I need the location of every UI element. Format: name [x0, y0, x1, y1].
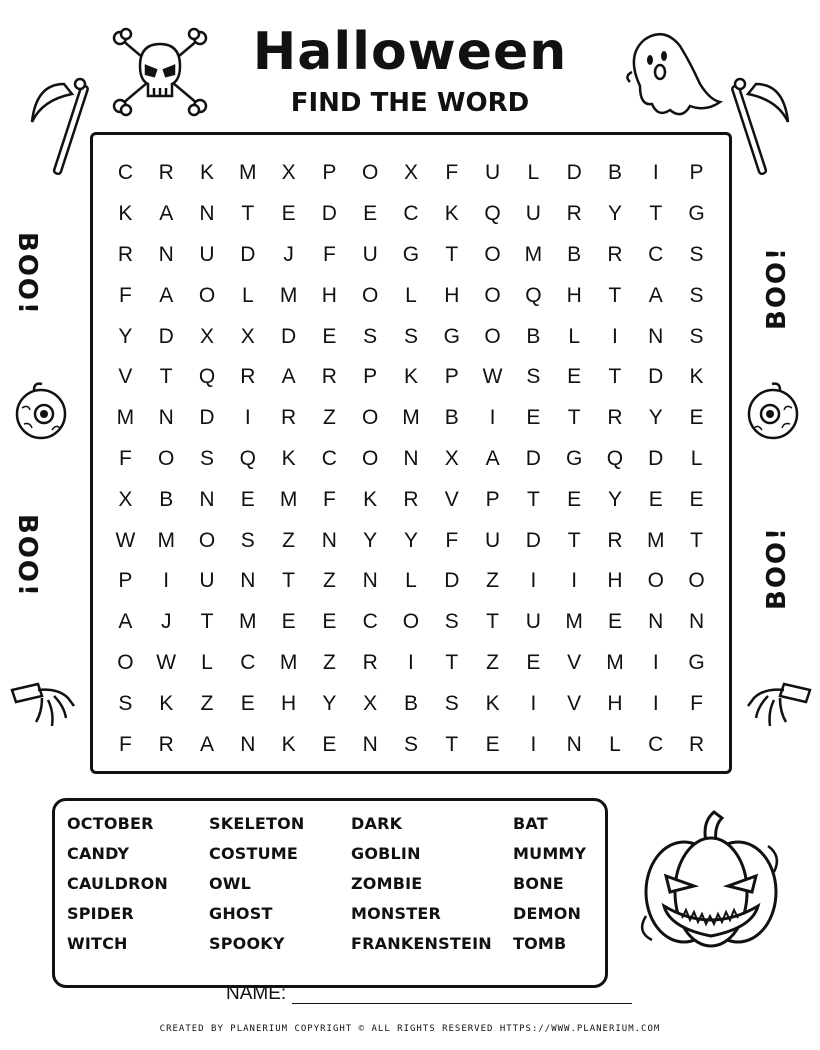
grid-letter: S: [689, 324, 704, 348]
grid-letter: K: [363, 487, 378, 511]
grid-letter: F: [445, 161, 459, 185]
grid-letter: U: [525, 610, 541, 634]
word-list-item: BAT: [513, 814, 548, 833]
word-search-grid: [105, 153, 717, 765]
jack-o-lantern-icon: [636, 806, 786, 960]
grid-letter: M: [279, 487, 298, 511]
grid-letter: R: [158, 732, 174, 756]
grid-letter: F: [690, 691, 703, 715]
grid-letter: A: [118, 610, 133, 634]
grid-letter: R: [566, 202, 582, 226]
grid-letter: T: [159, 365, 173, 389]
grid-letter: N: [158, 242, 174, 266]
grid-letter: U: [484, 528, 501, 552]
grid-letter: L: [405, 283, 417, 307]
grid-letter: T: [690, 528, 703, 552]
grid-letter: X: [240, 324, 255, 348]
word-list-item: GHOST: [209, 904, 273, 923]
grid-letter: M: [524, 242, 543, 266]
grid-letter: A: [159, 283, 174, 307]
grid-letter: X: [118, 487, 133, 511]
grid-letter: X: [444, 446, 459, 470]
grid-letter: B: [444, 406, 459, 430]
grid-letter: A: [281, 365, 296, 389]
grid-letter: O: [688, 569, 705, 593]
grid-letter: O: [362, 446, 379, 470]
grid-letter: K: [444, 202, 459, 226]
grid-letter: T: [241, 202, 255, 226]
grid-letter: A: [199, 732, 214, 756]
scythe-icon-right: [730, 78, 792, 182]
grid-letter: N: [199, 487, 215, 511]
grid-letter: B: [607, 161, 622, 185]
grid-letter: E: [322, 324, 337, 348]
grid-letter: I: [244, 406, 251, 430]
grid-letter: P: [363, 365, 378, 389]
grid-letter: S: [403, 732, 418, 756]
grid-letter: D: [525, 528, 541, 552]
grid-letter: R: [321, 365, 337, 389]
grid-letter: V: [567, 691, 582, 715]
grid-letter: A: [159, 202, 174, 226]
grid-letter: K: [485, 691, 500, 715]
word-list-item: GOBLIN: [351, 844, 421, 863]
grid-letter: S: [689, 283, 704, 307]
grid-letter: I: [652, 650, 659, 674]
grid-letter: A: [485, 446, 500, 470]
grid-letter: C: [648, 732, 664, 756]
grid-letter: S: [199, 446, 214, 470]
grid-letter: N: [158, 406, 174, 430]
grid-letter: I: [612, 324, 618, 348]
page-title: Halloween: [252, 22, 568, 82]
grid-letter: E: [567, 487, 582, 511]
grid-letter: P: [444, 365, 459, 389]
grid-letter: C: [362, 610, 378, 634]
word-list-item: SKELETON: [209, 814, 305, 833]
grid-letter: K: [159, 691, 174, 715]
boo-text-right-top: BOO!: [762, 246, 792, 330]
word-list-item: CAULDRON: [67, 874, 169, 893]
grid-letter: N: [362, 732, 378, 756]
grid-letter: O: [402, 610, 420, 634]
word-list-item: COSTUME: [209, 844, 299, 863]
grid-letter: G: [565, 446, 583, 470]
zombie-hand-icon-right: [744, 676, 814, 736]
grid-letter: S: [444, 610, 459, 634]
grid-letter: R: [688, 732, 705, 756]
grid-letter: M: [279, 283, 298, 307]
grid-letter: E: [281, 202, 296, 226]
grid-letter: Y: [648, 406, 663, 430]
grid-letter: M: [565, 610, 583, 634]
grid-letter: N: [403, 446, 419, 470]
grid-letter: I: [530, 569, 537, 593]
grid-letter: I: [163, 569, 170, 593]
grid-letter: E: [363, 202, 378, 226]
grid-letter: B: [526, 324, 541, 348]
grid-letter: T: [608, 365, 622, 389]
grid-letter: R: [607, 406, 623, 430]
grid-letter: Z: [200, 691, 214, 715]
grid-letter: Q: [606, 446, 624, 470]
word-list: [67, 809, 597, 959]
grid-letter: Z: [486, 650, 499, 674]
word-list-item: FRANKENSTEIN: [351, 934, 492, 953]
page-subtitle: FIND THE WORD: [290, 88, 530, 118]
grid-letter: S: [689, 242, 704, 266]
grid-letter: S: [526, 365, 541, 389]
grid-letter: S: [444, 691, 459, 715]
grid-letter: N: [566, 732, 582, 756]
name-label: NAME:: [226, 983, 287, 1004]
word-list-item: CANDY: [67, 844, 130, 863]
grid-letter: B: [403, 691, 418, 715]
grid-letter: E: [607, 610, 622, 634]
grid-letter: M: [239, 610, 257, 634]
grid-letter: K: [403, 365, 418, 389]
grid-letter: E: [526, 650, 541, 674]
grid-letter: E: [526, 406, 541, 430]
grid-letter: C: [321, 446, 337, 470]
grid-letter: R: [117, 242, 133, 266]
grid-letter: H: [566, 283, 582, 307]
grid-letter: R: [607, 528, 623, 552]
grid-letter: M: [606, 650, 624, 674]
word-list-item: BONE: [513, 874, 564, 893]
grid-letter: Z: [486, 569, 499, 593]
grid-letter: L: [405, 569, 417, 593]
grid-letter: E: [240, 691, 255, 715]
grid-letter: F: [445, 528, 459, 552]
grid-letter: L: [241, 283, 254, 307]
grid-letter: L: [201, 650, 213, 674]
grid-letter: H: [281, 691, 297, 715]
skull-crossbones-icon: [110, 30, 210, 118]
grid-letter: O: [362, 161, 379, 185]
copyright-footer: CREATED BY PLANERIUM COPYRIGHT © ALL RIGHTS RESERVED HTTPS://WWW.PLANERIUM.COM: [159, 1024, 661, 1034]
grid-letter: N: [688, 610, 705, 634]
grid-letter: H: [607, 569, 623, 593]
grid-letter: T: [200, 610, 214, 634]
grid-letter: F: [322, 242, 336, 266]
grid-letter: E: [648, 487, 663, 511]
grid-letter: U: [525, 202, 541, 226]
word-list-item: WITCH: [67, 934, 128, 953]
grid-letter: R: [362, 650, 378, 674]
grid-letter: B: [567, 242, 582, 266]
grid-letter: I: [530, 691, 537, 715]
grid-letter: O: [117, 650, 134, 674]
grid-letter: X: [199, 324, 214, 348]
word-list-item: TOMB: [513, 934, 567, 953]
grid-letter: Y: [607, 202, 622, 226]
grid-letter: M: [279, 650, 298, 674]
grid-letter: O: [198, 528, 216, 552]
grid-letter: M: [157, 528, 175, 552]
boo-text-right-bottom: BOO!: [762, 526, 792, 610]
grid-letter: P: [689, 161, 704, 185]
scythe-icon-left: [28, 78, 90, 182]
grid-letter: K: [118, 202, 133, 226]
grid-letter: N: [362, 569, 378, 593]
grid-letter: T: [445, 732, 459, 756]
grid-letter: P: [118, 569, 133, 593]
grid-letter: Y: [363, 528, 378, 552]
grid-letter: E: [689, 406, 704, 430]
grid-letter: R: [403, 487, 419, 511]
grid-letter: W: [115, 528, 136, 552]
grid-letter: U: [484, 161, 501, 185]
grid-letter: O: [362, 283, 379, 307]
grid-letter: V: [118, 365, 133, 389]
grid-letter: S: [240, 528, 255, 552]
zombie-hand-icon-left: [8, 676, 78, 736]
grid-letter: I: [530, 732, 537, 756]
grid-letter: U: [199, 242, 215, 266]
eyeball-icon-right: [744, 380, 802, 446]
grid-letter: L: [690, 446, 703, 470]
grid-letter: Y: [607, 487, 622, 511]
grid-letter: L: [568, 324, 580, 348]
grid-letter: C: [648, 242, 664, 266]
grid-letter: M: [647, 528, 665, 552]
grid-letter: D: [444, 569, 460, 593]
grid-letter: Q: [198, 365, 216, 389]
word-search-grid-frame: [90, 132, 732, 774]
grid-letter: Y: [118, 324, 133, 348]
grid-letter: Y: [403, 528, 418, 552]
grid-letter: I: [408, 650, 414, 674]
ghost-icon: [620, 26, 724, 126]
grid-letter: M: [116, 406, 135, 430]
grid-letter: Q: [484, 202, 501, 226]
grid-letter: O: [647, 569, 664, 593]
grid-letter: D: [281, 324, 297, 348]
grid-letter: T: [608, 283, 622, 307]
grid-letter: H: [444, 283, 460, 307]
word-list-item: DARK: [351, 814, 403, 833]
grid-letter: Z: [282, 528, 295, 552]
grid-letter: J: [283, 242, 294, 266]
word-list-item: MONSTER: [351, 904, 442, 923]
grid-letter: D: [648, 365, 664, 389]
grid-letter: H: [321, 283, 337, 307]
grid-letter: E: [281, 610, 296, 634]
grid-letter: P: [322, 161, 337, 185]
grid-letter: E: [567, 365, 582, 389]
grid-letter: O: [484, 242, 501, 266]
grid-letter: F: [118, 732, 132, 756]
grid-letter: T: [567, 406, 581, 430]
grid-letter: X: [281, 161, 296, 185]
grid-letter: K: [281, 446, 296, 470]
grid-letter: W: [482, 365, 503, 389]
grid-letter: Z: [322, 569, 336, 593]
grid-letter: Q: [525, 283, 542, 307]
grid-letter: O: [484, 283, 501, 307]
grid-letter: H: [607, 691, 623, 715]
boo-text-left-bottom: BOO!: [12, 514, 42, 598]
grid-letter: D: [321, 202, 337, 226]
grid-letter: N: [199, 202, 215, 226]
grid-letter: Z: [322, 406, 336, 430]
grid-letter: O: [198, 283, 216, 307]
grid-letter: U: [199, 569, 215, 593]
grid-letter: T: [526, 487, 540, 511]
grid-letter: V: [444, 487, 459, 511]
grid-letter: N: [648, 610, 664, 634]
grid-letter: E: [322, 610, 337, 634]
grid-letter: I: [571, 569, 578, 593]
grid-letter: S: [403, 324, 418, 348]
grid-letter: T: [486, 610, 499, 634]
grid-letter: D: [199, 406, 215, 430]
grid-letter: O: [362, 406, 379, 430]
grid-letter: U: [362, 242, 378, 266]
grid-letter: I: [652, 161, 659, 185]
grid-letter: R: [158, 161, 174, 185]
word-list-item: ZOMBIE: [351, 874, 423, 893]
grid-letter: G: [402, 242, 420, 266]
grid-letter: D: [240, 242, 256, 266]
grid-letter: S: [118, 691, 133, 715]
grid-letter: O: [484, 324, 501, 348]
grid-letter: Y: [322, 691, 337, 715]
grid-letter: L: [609, 732, 621, 756]
grid-letter: K: [281, 732, 296, 756]
grid-letter: V: [567, 650, 582, 674]
word-list-item: OCTOBER: [67, 814, 154, 833]
grid-letter: T: [445, 242, 459, 266]
grid-letter: F: [118, 283, 132, 307]
grid-letter: F: [118, 446, 132, 470]
grid-letter: K: [689, 365, 704, 389]
grid-letter: W: [156, 650, 177, 674]
word-list-item: DEMON: [513, 904, 582, 923]
grid-letter: N: [321, 528, 337, 552]
grid-letter: R: [607, 242, 623, 266]
grid-letter: X: [363, 691, 378, 715]
grid-letter: O: [158, 446, 175, 470]
grid-letter: I: [489, 406, 496, 430]
grid-letter: Z: [322, 650, 336, 674]
word-list-item: MUMMY: [513, 844, 587, 863]
grid-letter: Q: [239, 446, 256, 470]
grid-letter: E: [240, 487, 255, 511]
grid-letter: G: [688, 650, 705, 674]
eyeball-icon-left: [12, 380, 70, 446]
grid-letter: J: [160, 610, 172, 634]
grid-letter: D: [525, 446, 541, 470]
grid-letter: A: [648, 283, 663, 307]
grid-letter: N: [240, 569, 256, 593]
grid-letter: R: [240, 365, 256, 389]
grid-letter: E: [485, 732, 500, 756]
grid-letter: R: [281, 406, 297, 430]
word-list-item: SPIDER: [67, 904, 134, 923]
grid-letter: K: [199, 161, 214, 185]
grid-letter: P: [485, 487, 500, 511]
name-line: [292, 1003, 632, 1004]
grid-letter: I: [652, 691, 659, 715]
grid-letter: D: [566, 161, 582, 185]
grid-letter: F: [322, 487, 336, 511]
grid-letter: G: [443, 324, 460, 348]
grid-letter: S: [363, 324, 378, 348]
grid-letter: M: [239, 161, 257, 185]
grid-letter: N: [648, 324, 664, 348]
grid-letter: T: [649, 202, 663, 226]
boo-text-left-top: BOO!: [12, 232, 42, 316]
grid-letter: D: [158, 324, 174, 348]
word-list-item: SPOOKY: [209, 934, 285, 953]
grid-letter: C: [117, 161, 133, 185]
grid-letter: D: [648, 446, 664, 470]
grid-letter: X: [403, 161, 418, 185]
grid-letter: M: [402, 406, 420, 430]
grid-letter: L: [527, 161, 540, 185]
grid-letter: T: [282, 569, 295, 593]
grid-letter: E: [689, 487, 704, 511]
grid-letter: B: [159, 487, 174, 511]
grid-letter: C: [240, 650, 256, 674]
grid-letter: T: [567, 528, 581, 552]
word-list-frame: [52, 798, 608, 988]
grid-letter: T: [445, 650, 459, 674]
word-list-item: OWL: [209, 874, 252, 893]
grid-letter: E: [322, 732, 337, 756]
grid-letter: N: [240, 732, 256, 756]
grid-letter: C: [403, 202, 419, 226]
grid-letter: G: [688, 202, 705, 226]
